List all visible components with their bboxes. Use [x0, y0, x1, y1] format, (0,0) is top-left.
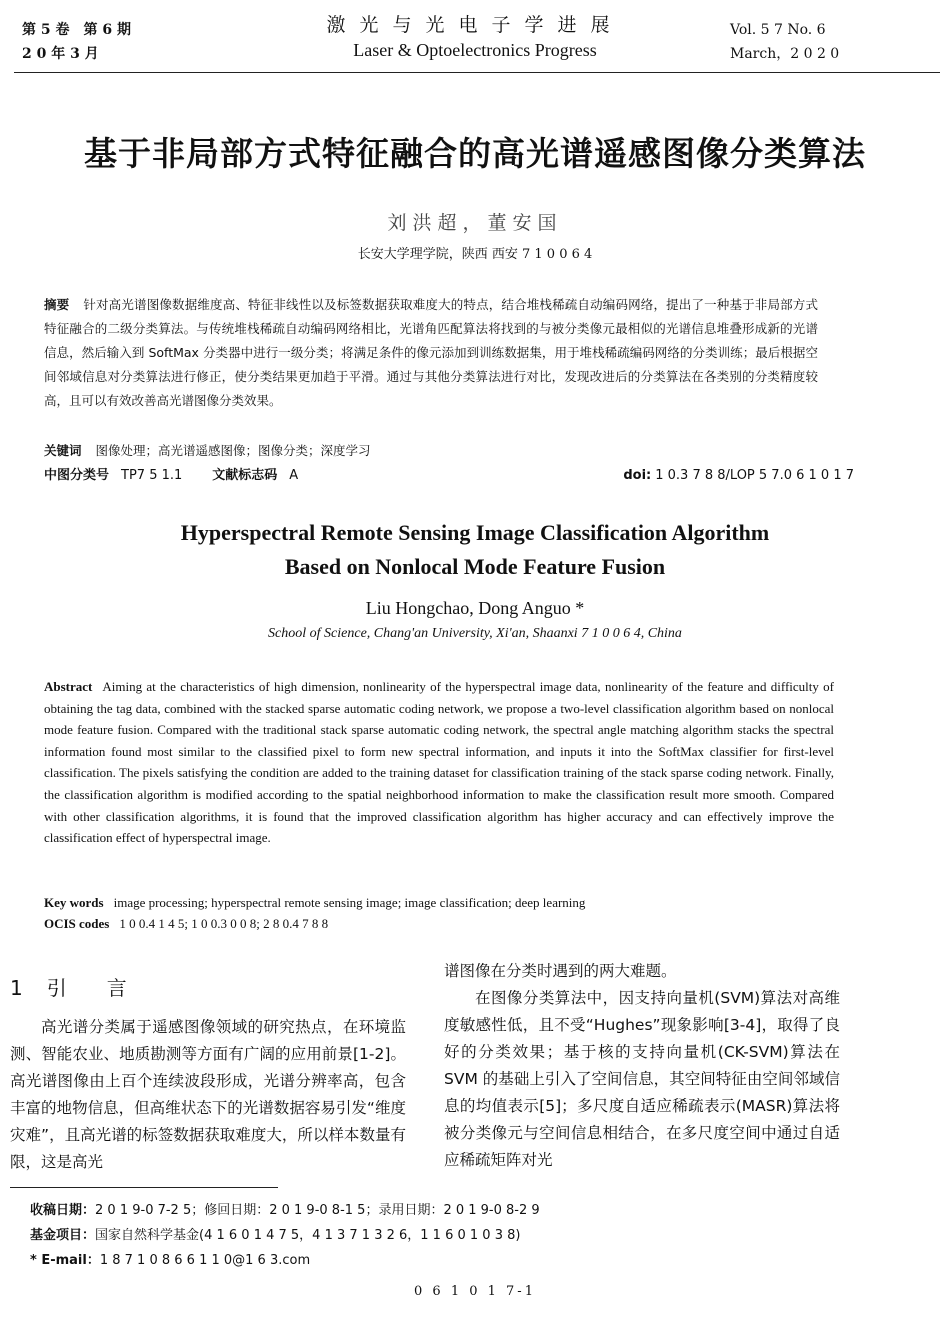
section-title: 引言 — [46, 976, 167, 1000]
footnote-fund — [30, 1223, 540, 1248]
journal-name-cn: 激光与光电子学进展 — [326, 14, 624, 36]
doc-code-label: 文献标志码 — [212, 468, 278, 483]
clc-label: 中图分类号 — [44, 468, 110, 483]
body-column-left — [10, 1014, 406, 1176]
volume-cn: 第 5 卷 第 6 期 — [22, 22, 131, 38]
footnote-rule — [10, 1187, 278, 1188]
issue-info-en — [730, 18, 839, 66]
abstract-en — [44, 676, 834, 849]
affiliation-en: School of Science, Chang'an University, Xi'an, Shaanxi 7 1 0 0 6 4, China — [268, 626, 682, 641]
body-paragraph: 在图像分类算法中，因支持向量机(SVM)算法对高维度敏感性低，且不受“Hughes”现象影响[3-4]，取得了良好的分类效果；基于核的支持向量机(CK-SVM)算法在 SVM 的基础上引入了空间信息，其空间特征由空间邻域信息的均值表示[5]；多尺度自适应稀疏表示(MASR)算法将被分类像元与空间信息相结合，在多尺度空间中通过自适应稀疏矩阵对光 — [444, 989, 840, 1169]
keywords-en-text: image processing; hyperspectral remote sensing image; image classification; deep learning — [113, 895, 586, 910]
doi-value: 1 0.3 7 8 8/LOP 5 7.0 6 1 0 1 7 — [655, 468, 854, 483]
authors-cn: 刘洪超，董安国 — [387, 212, 563, 234]
keywords-en — [44, 893, 585, 913]
abstract-cn-text: 针对高光谱图像数据维度高、特征非线性以及标签数据获取难度大的特点，结合堆栈稀疏自动编码网络，提出了一种基于非局部方式特征融合的二级分类算法。与传统堆栈稀疏自动编码网络相比，光谱角匹配算法将找到的与被分类像元最相似的光谱信息堆叠形成新的光谱信息，然后输入到 SoftMax 分类器中进行一级分类；将满足条件的像元添加到训练数据集，用于堆栈稀疏编码网络的分类训练；最后根据空间邻域信息对分类算法进行修正，使分类结果更加趋于平滑。通过与其他分类算法进行对比，发现改进后的分类算法在各类别的分类精度较高，且可以有效改善高光谱图像分类效果。 — [44, 297, 818, 408]
section-heading — [10, 972, 167, 1001]
keywords-en-label: Key words — [44, 895, 104, 910]
footnote-email — [30, 1248, 540, 1273]
abstract-cn-label: 摘要 — [44, 297, 70, 312]
abstract-cn — [44, 293, 818, 413]
keywords-cn-label: 关键词 — [44, 443, 82, 458]
email-text: 1 8 7 1 0 8 6 6 1 1 0@1 6 3.com — [99, 1253, 311, 1268]
fund-text: 国家自然科学基金(4 1 6 0 1 4 7 5，4 1 3 7 1 3 2 6，1 1 6 0 1 0 3 8) — [95, 1228, 521, 1243]
journal-name-en: Laser & Optoelectronics Progress — [353, 40, 597, 60]
affiliation-cn: 长安大学理学院，陕西 西安 7 1 0 0 6 4 — [357, 247, 593, 262]
section-number: 1 — [10, 976, 23, 1000]
abstract-en-label: Abstract — [44, 679, 93, 694]
received-label: 收稿日期： — [30, 1203, 96, 1218]
header-rule — [14, 72, 940, 73]
body-column-right — [444, 958, 840, 1174]
received-text: 2 0 1 9-0 7-2 5；修回日期：2 0 1 9-0 8-1 5；录用日期：2 0 1 9-0 8-2 9 — [95, 1203, 540, 1218]
footnote-received — [30, 1198, 540, 1223]
page-number: 0 6 1 0 1 7-1 — [414, 1284, 536, 1299]
body-paragraph-continued: 谱图像在分类时遇到的两大难题。 — [444, 962, 677, 980]
paper-title-en-line1: Hyperspectral Remote Sensing Image Classification Algorithm — [180, 520, 770, 545]
email-label: * E-mail： — [30, 1253, 100, 1268]
doc-code-value: A — [289, 468, 299, 483]
volume-en: Vol. 5 7 No. 6 — [730, 22, 826, 38]
paper-title-en — [0, 516, 950, 584]
keywords-cn-text: 图像处理；高光谱遥感图像；图像分类；深度学习 — [95, 443, 371, 458]
clc-value: TP7 5 1.1 — [121, 468, 183, 483]
fund-label: 基金项目： — [30, 1228, 96, 1243]
ocis-text: 1 0 0.4 1 4 5; 1 0 0.3 0 0 8; 2 8 0.4 7 8 8 — [119, 916, 329, 931]
ocis-codes — [44, 914, 328, 934]
paper-title-en-line2: Based on Nonlocal Mode Feature Fusion — [284, 554, 666, 579]
authors-en: Liu Hongchao, Dong Anguo * — [365, 598, 585, 618]
doi-label: doi: — [623, 468, 652, 483]
date-cn: 2 0 年 3 月 — [22, 46, 99, 62]
footnotes — [30, 1198, 540, 1273]
paper-title-cn: 基于非局部方式特征融合的高光谱遥感图像分类算法 — [84, 134, 866, 173]
classification-row — [44, 466, 854, 486]
keywords-cn — [44, 441, 371, 461]
body-paragraph: 高光谱分类属于遥感图像领域的研究热点，在环境监测、智能农业、地质勘测等方面有广阔的应用前景[1-2]。高光谱图像由上百个连续波段形成，光谱分辨率高，包含丰富的地物信息，但高维状态下的光谱数据容易引发“维度灾难”，且高光谱的标签数据获取难度大，所以样本数量有限，这是高光 — [10, 1018, 406, 1171]
abstract-en-text: Aiming at the characteristics of high dimension, nonlinearity of the hyperspectral image data, nonlinearity of the feature and difficulty of obtaining the tag data, combined with the stacked sparse automatic coding network, we propose a two-level classification algorithm based on nonlocal mode feature fusion. Compared with the traditional stack sparse automatic coding network, the spectral angle matching algorithm stacks the spectral information found most similar to the classified pixel to form new spectral information, and inputs it into the SoftMax classifier for first-level classification. The pixels satisfying the condition are added to the training dataset for classification training of the stack sparse coding network. Finally, the classification algorithm is modified according to the spatial neighborhood information to make the classification result more smooth. Compared with other classification algorithms, it is found that the improved classification algorithm has higher accuracy and can effectively improve the classification effect of hyperspectral image. — [44, 679, 834, 846]
date-en: March，2 0 2 0 — [730, 46, 840, 62]
ocis-label: OCIS codes — [44, 916, 110, 931]
doi — [623, 466, 854, 486]
